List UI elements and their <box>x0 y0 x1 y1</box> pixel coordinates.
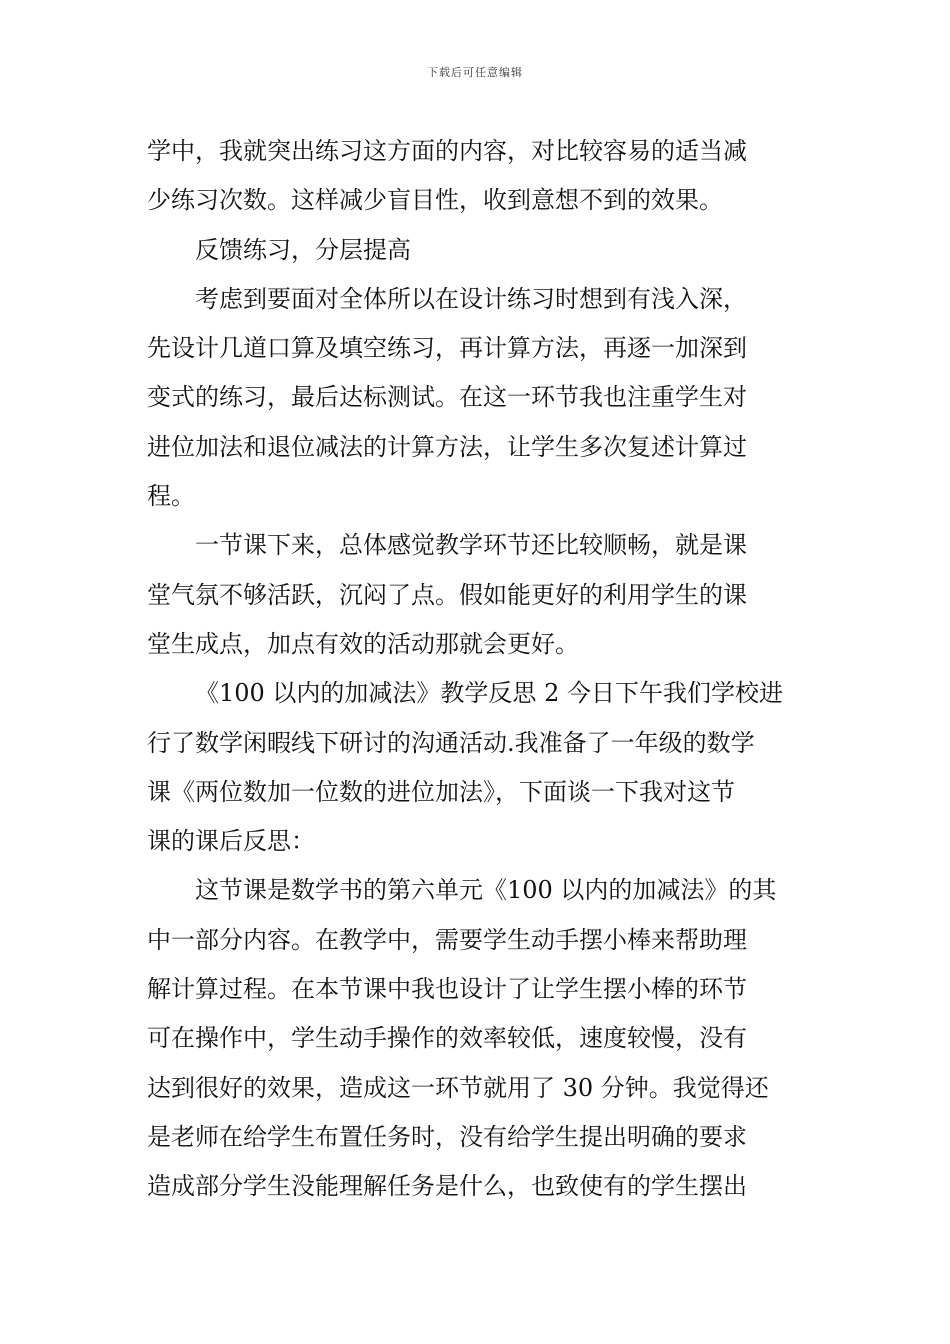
text-line: 一节课下来，总体感觉教学环节还比较顺畅，就是课 <box>195 531 747 560</box>
text-line: 变式的练习，最后达标测试。在这一环节我也注重学生对 <box>147 383 747 412</box>
text-line: 达到很好的效果，造成这一环节就用了 30 分钟。我觉得还 <box>147 1073 769 1102</box>
document-body <box>147 127 807 1212</box>
text-line: 反馈练习，分层提高 <box>195 235 411 264</box>
text-line: 考虑到要面对全体所以在设计练习时想到有浅入深， <box>195 284 747 313</box>
text-line: 解计算过程。在本节课中我也设计了让学生摆小棒的环节 <box>147 975 747 1004</box>
text-line: 程。 <box>147 482 195 511</box>
text-line: 中一部分内容。在教学中，需要学生动手摆小棒来帮助理 <box>147 925 747 954</box>
text-line: 学中，我就突出练习这方面的内容，对比较容易的适当减 <box>147 137 747 165</box>
text-line: 课《两位数加一位数的进位加法》，下面谈一下我对这节 <box>147 777 735 806</box>
page-header: 下载后可任意编辑 <box>427 66 523 79</box>
text-line: 课的课后反思： <box>147 827 315 856</box>
text-line: 这节课是数学书的第六单元《100 以内的加减法》的其 <box>195 876 777 905</box>
text-line: 少练习次数。这样减少盲目性，收到意想不到的效果。 <box>147 186 723 215</box>
text-line: 是老师在给学生布置任务时，没有给学生提出明确的要求 <box>147 1122 747 1151</box>
text-line: 《100 以内的加减法》教学反思 2 今日下午我们学校进 <box>195 679 783 708</box>
text-line: 造成部分学生没能理解任务是什么，也致使有的学生摆出 <box>147 1172 747 1201</box>
text-line: 堂气氛不够活跃，沉闷了点。假如能更好的利用学生的课 <box>147 580 747 609</box>
text-line: 行了数学闲暇线下研讨的沟通活动.我准备了一年级的数学 <box>147 728 755 757</box>
text-line: 进位加法和退位减法的计算方法，让学生多次复述计算过 <box>147 432 747 461</box>
text-line: 可在操作中，学生动手操作的效率较低，速度较慢，没有 <box>147 1024 747 1053</box>
text-line: 先设计几道口算及填空练习，再计算方法，再逐一加深到 <box>147 334 747 363</box>
text-line: 堂生成点，加点有效的活动那就会更好。 <box>147 629 579 658</box>
